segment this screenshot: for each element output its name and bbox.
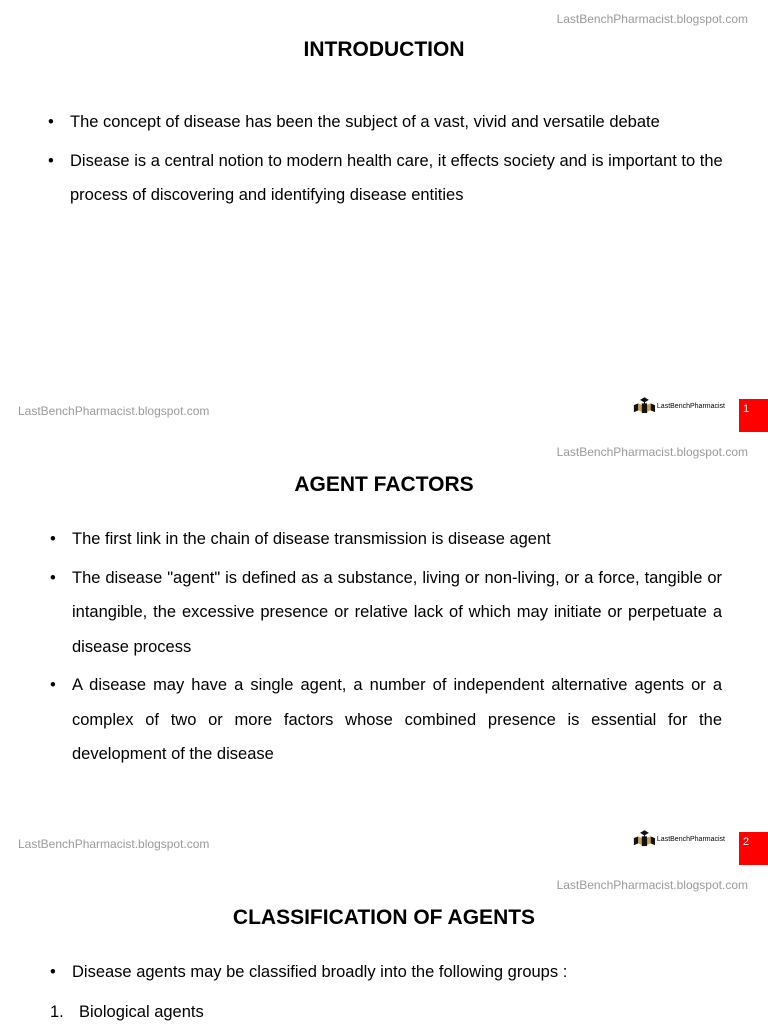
bullet-item: • The disease "agent" is defined as a substance, living or non-living, or a force, tangible or intangible, the excessive presence or relative lack of which may initiate or perpetuate a disease process	[50, 561, 722, 665]
bullet-list	[50, 522, 722, 776]
page-number: 1	[743, 403, 750, 415]
page-number-badge	[739, 399, 768, 432]
watermark-bottom: LastBenchPharmacist.blogspot.com	[18, 837, 210, 851]
graduation-cap-book-icon	[633, 828, 656, 850]
bullet-item: • Disease agents may be classified broadly into the following groups :	[50, 955, 722, 990]
slide-title: INTRODUCTION	[303, 38, 465, 61]
numbered-item	[50, 1000, 722, 1024]
slide-1	[0, 0, 768, 433]
numbered-list	[50, 1000, 722, 1024]
bullet-item: • The first link in the chain of disease transmission is disease agent	[50, 522, 722, 557]
bullet-item: • Disease is a central notion to modern health care, it effects society and is important to the process of discovering and identifying disease entities	[48, 144, 728, 213]
slide-title: AGENT FACTORS	[294, 473, 474, 496]
logo-text: LastBenchPharmacist	[656, 835, 725, 843]
slide-2	[0, 433, 768, 866]
item-text: Biological agents	[79, 1003, 204, 1021]
bullet-list	[50, 955, 722, 994]
page-number: 2	[743, 836, 750, 848]
slide-3	[0, 866, 768, 1024]
watermark-top: LastBenchPharmacist.blogspot.com	[556, 445, 748, 459]
logo	[633, 395, 725, 417]
item-number: 1.	[50, 1003, 64, 1021]
bullet-item: • The concept of disease has been the subject of a vast, vivid and versatile debate	[48, 105, 728, 140]
watermark-top: LastBenchPharmacist.blogspot.com	[556, 878, 748, 892]
page-number-badge	[739, 832, 768, 865]
graduation-cap-book-icon	[633, 395, 656, 417]
logo-text: LastBenchPharmacist	[656, 402, 725, 410]
logo	[633, 828, 725, 850]
watermark-bottom: LastBenchPharmacist.blogspot.com	[18, 404, 210, 418]
watermark-top: LastBenchPharmacist.blogspot.com	[556, 12, 748, 26]
slide-title: CLASSIFICATION OF AGENTS	[232, 906, 536, 929]
bullet-list	[48, 105, 728, 217]
bullet-item: • A disease may have a single agent, a number of independent alternative agents or a complex of two or more factors whose combined presence is essential for the development of the disease	[50, 668, 722, 772]
